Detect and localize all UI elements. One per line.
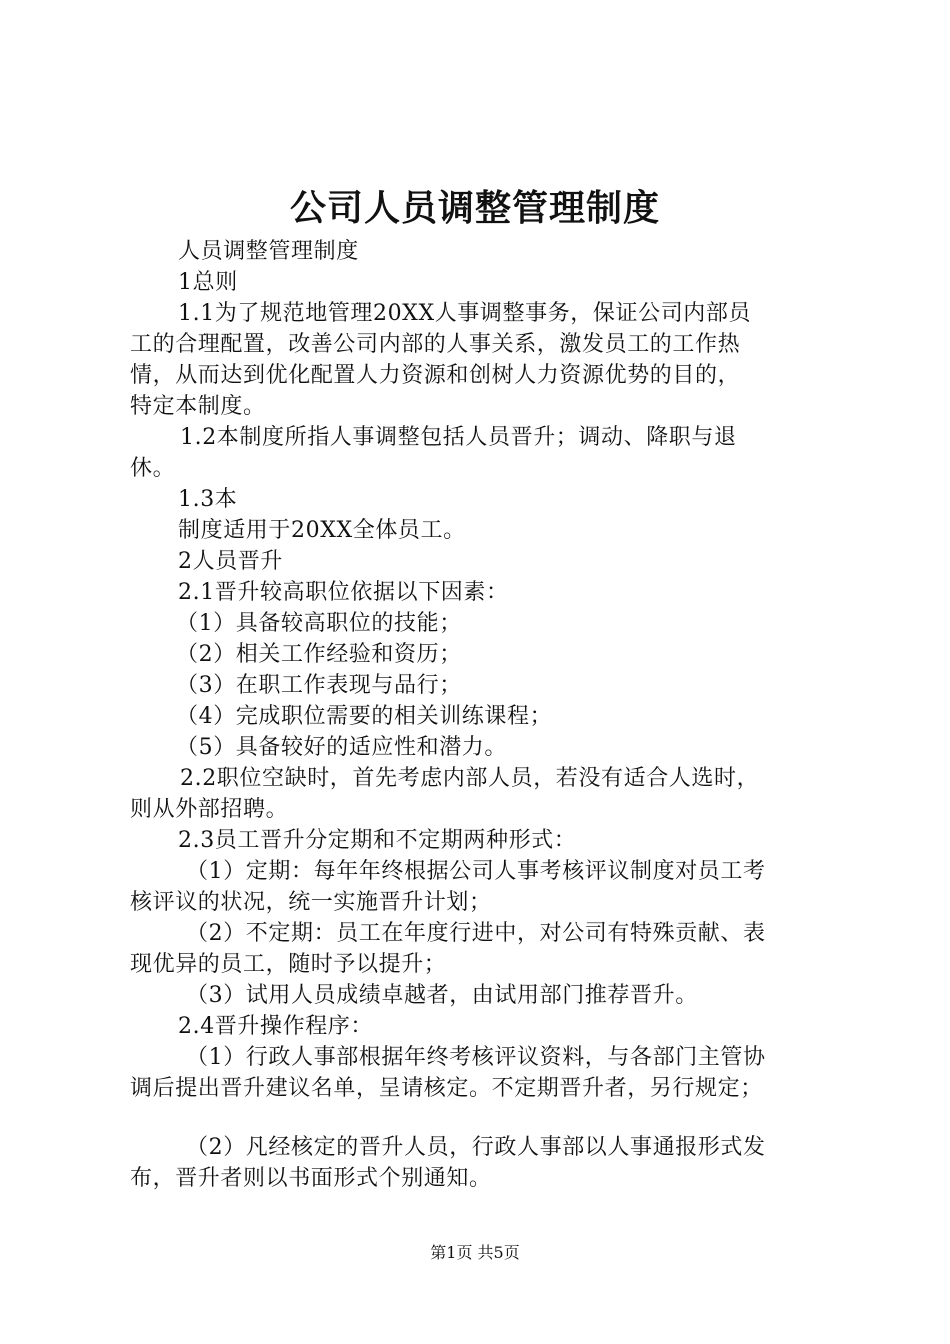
- paragraph-line: 核评议的状况，统一实施晋升计划；: [130, 890, 492, 915]
- list-item: （1）行政人事部根据年终考核评议资料，与各部门主管协: [186, 1045, 766, 1070]
- list-item: （2）相关工作经验和资历；: [176, 642, 462, 667]
- paragraph-line: 情，从而达到优化配置人力资源和创树人力资源优势的目的，: [130, 363, 741, 388]
- section-heading: 1总则: [178, 270, 238, 295]
- paragraph-line: 1.2本制度所指人事调整包括人员晋升；调动、降职与退: [180, 425, 737, 450]
- list-item: （2）不定期：员工在年度行进中，对公司有特殊贡献、表: [186, 921, 766, 946]
- paragraph-line: 2.3员工晋升分定期和不定期两种形式：: [178, 828, 577, 853]
- list-item: （1）具备较高职位的技能；: [176, 611, 462, 636]
- document-body: [130, 236, 830, 1194]
- paragraph-line: 2.2职位空缺时，首先考虑内部人员，若没有适合人选时，: [180, 766, 760, 791]
- list-item: （1）定期：每年年终根据公司人事考核评议制度对员工考: [186, 859, 766, 884]
- section-heading: 2人员晋升: [178, 549, 283, 574]
- paragraph-spacer: [130, 1104, 830, 1132]
- list-item: （4）完成职位需要的相关训练课程；: [176, 704, 553, 729]
- paragraph-line: 1.3本: [178, 487, 238, 512]
- paragraph-line: 人员调整管理制度: [178, 239, 359, 264]
- paragraph-line: 特定本制度。: [130, 394, 266, 419]
- list-item: （5）具备较好的适应性和潜力。: [176, 735, 507, 760]
- paragraph-line: 工的合理配置，改善公司内部的人事关系，激发员工的工作热: [130, 332, 741, 357]
- paragraph-line: 1.1为了规范地管理20XX人事调整事务，保证公司内部员: [178, 301, 752, 326]
- paragraph-line: 则从外部招聘。: [130, 797, 289, 822]
- list-item: （3）在职工作表现与品行；: [176, 673, 462, 698]
- list-item: （2）凡经核定的晋升人员，行政人事部以人事通报形式发: [186, 1135, 766, 1160]
- page-footer: 第1页 共5页: [430, 1243, 520, 1262]
- document-title: 公司人员调整管理制度: [289, 187, 660, 229]
- list-item: （3）试用人员成绩卓越者，由试用部门推荐晋升。: [186, 983, 698, 1008]
- paragraph-line: 现优异的员工，随时予以提升；: [130, 952, 447, 977]
- paragraph-line: 2.4晋升操作程序：: [178, 1014, 373, 1039]
- paragraph-line: 2.1晋升较高职位依据以下因素：: [178, 580, 509, 605]
- paragraph-line: 休。: [130, 456, 176, 481]
- paragraph-line: 调后提出晋升建议名单，呈请核定。不定期晋升者，另行规定；: [130, 1076, 763, 1101]
- paragraph-line: 布，晋升者则以书面形式个别通知。: [130, 1166, 492, 1191]
- paragraph-line: 制度适用于20XX全体员工。: [178, 518, 466, 543]
